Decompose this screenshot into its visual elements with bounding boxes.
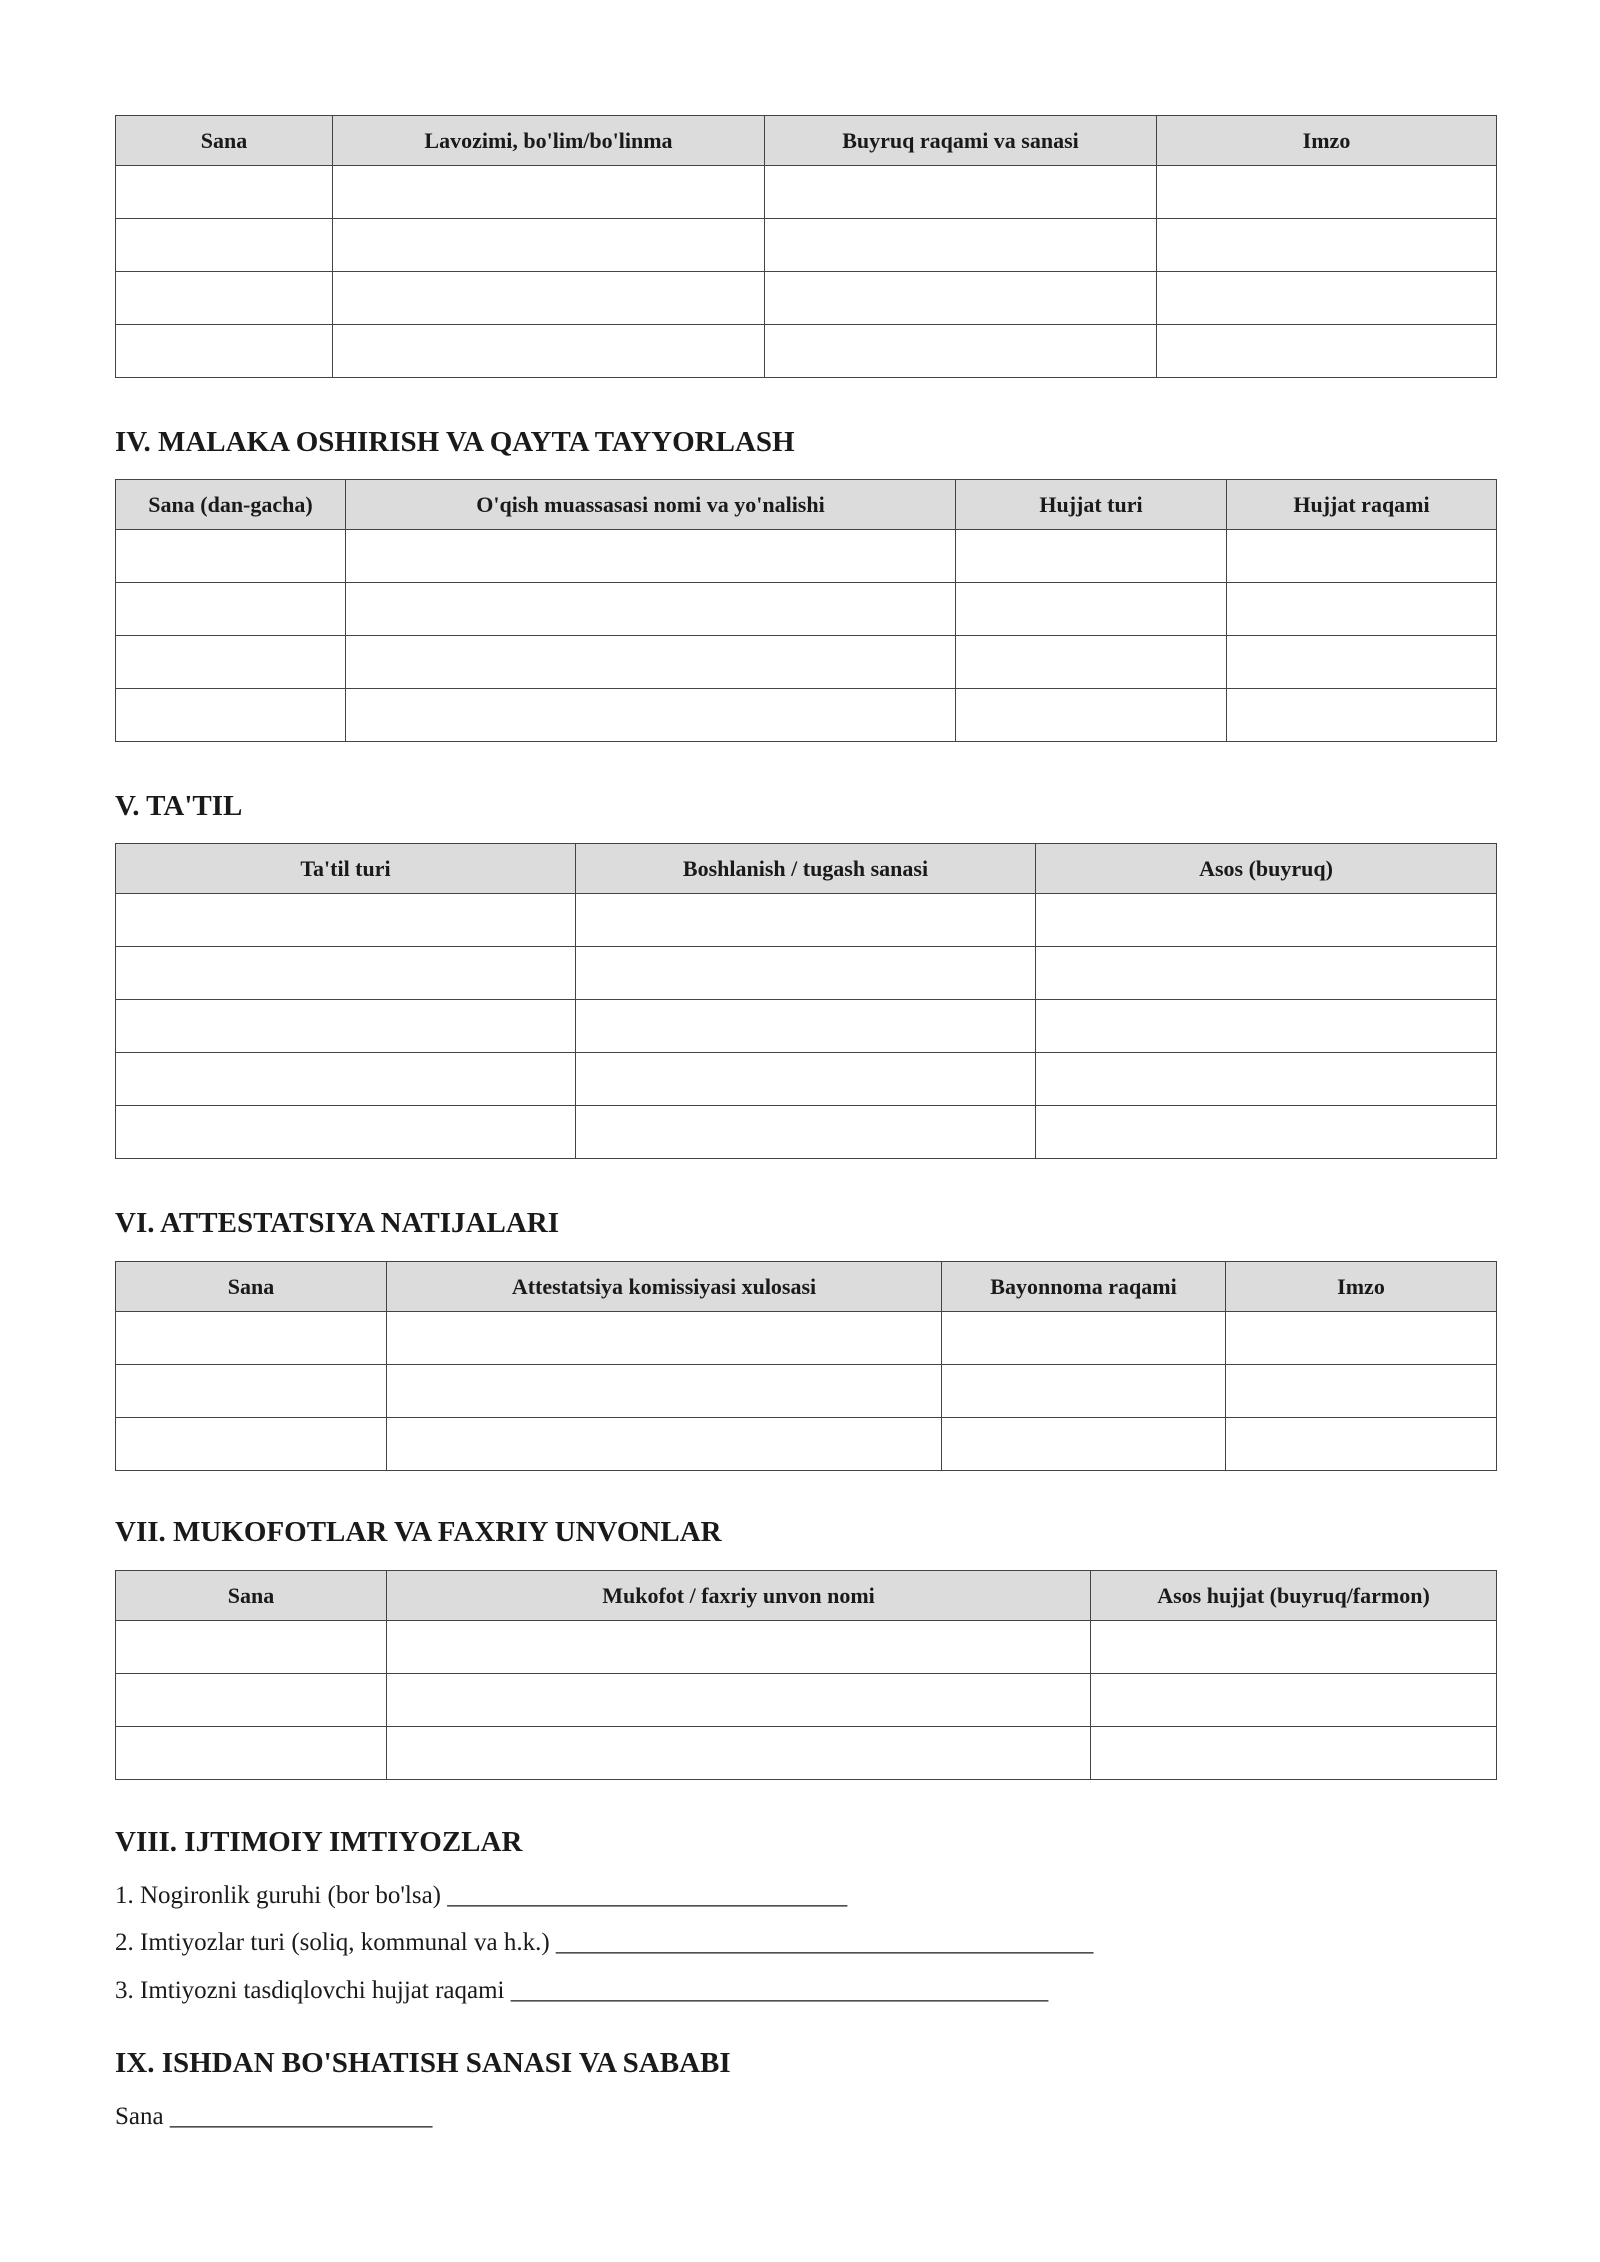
- table-row: [116, 530, 1497, 583]
- column-header-bayonnoma: Bayonnoma raqami: [942, 1262, 1226, 1312]
- table-row: [116, 1365, 1497, 1418]
- column-header-boshlanish-tugash: Boshlanish / tugash sanasi: [576, 844, 1036, 894]
- table-cell[interactable]: [333, 272, 765, 325]
- table-row: [116, 1727, 1497, 1780]
- table-cell[interactable]: [116, 219, 333, 272]
- table-cell[interactable]: [116, 583, 346, 636]
- table-row: [116, 636, 1497, 689]
- table-row: [116, 1000, 1497, 1053]
- table-cell[interactable]: [1036, 1106, 1497, 1159]
- qualification-table: [115, 479, 1497, 742]
- table-cell[interactable]: [576, 1053, 1036, 1106]
- column-header-imzo: Imzo: [1226, 1262, 1497, 1312]
- table-header-row: [116, 1262, 1497, 1312]
- table-row: [116, 166, 1497, 219]
- position-history-table: [115, 115, 1497, 378]
- column-header-tatil-turi: Ta'til turi: [116, 844, 576, 894]
- table-cell[interactable]: [1227, 689, 1497, 742]
- attestation-table: [115, 1261, 1497, 1471]
- table-cell[interactable]: [765, 219, 1157, 272]
- table-cell[interactable]: [116, 1312, 387, 1365]
- table-cell[interactable]: [1157, 272, 1497, 325]
- vacation-table: [115, 843, 1497, 1159]
- table-cell[interactable]: [1227, 530, 1497, 583]
- table-cell[interactable]: [116, 1674, 387, 1727]
- table-cell[interactable]: [116, 1621, 387, 1674]
- table-cell[interactable]: [333, 325, 765, 378]
- section-title-viii: VIII. IJTIMOIY IMTIYOZLAR: [115, 1826, 523, 1858]
- table-cell[interactable]: [942, 1418, 1226, 1471]
- table-header-row: [116, 480, 1497, 530]
- table-cell[interactable]: [1226, 1365, 1497, 1418]
- column-header-hujjat-raqami: Hujjat raqami: [1227, 480, 1497, 530]
- column-header-lavozim: Lavozimi, bo'lim/bo'linma: [333, 116, 765, 166]
- table-cell[interactable]: [1227, 636, 1497, 689]
- table-cell[interactable]: [576, 1106, 1036, 1159]
- table-cell[interactable]: [956, 636, 1227, 689]
- table-row: [116, 947, 1497, 1000]
- table-cell[interactable]: [116, 1000, 576, 1053]
- table-cell[interactable]: [116, 636, 346, 689]
- table-cell[interactable]: [387, 1621, 1091, 1674]
- awards-table: [115, 1570, 1497, 1780]
- column-header-imzo: Imzo: [1157, 116, 1497, 166]
- section-title-ix: IX. ISHDAN BO'SHATISH SANASI VA SABABI: [115, 2047, 731, 2079]
- section-title-vi: VI. ATTESTATSIYA NATIJALARI: [115, 1207, 560, 1239]
- table-cell[interactable]: [116, 1365, 387, 1418]
- table-cell[interactable]: [576, 1000, 1036, 1053]
- table-cell[interactable]: [1036, 894, 1497, 947]
- table-cell[interactable]: [387, 1674, 1091, 1727]
- table-cell[interactable]: [116, 947, 576, 1000]
- section-title-vii: VII. MUKOFOTLAR VA FAXRIY UNVONLAR: [115, 1516, 722, 1548]
- table-cell[interactable]: [1036, 1000, 1497, 1053]
- table-cell[interactable]: [116, 325, 333, 378]
- table-row: [116, 583, 1497, 636]
- table-row: [116, 1312, 1497, 1365]
- table-cell[interactable]: [942, 1365, 1226, 1418]
- section-title-v: V. TA'TIL: [115, 790, 243, 822]
- table-cell[interactable]: [333, 166, 765, 219]
- table-cell[interactable]: [1157, 325, 1497, 378]
- table-cell[interactable]: [1036, 947, 1497, 1000]
- column-header-sana-dan-gacha: Sana (dan-gacha): [116, 480, 346, 530]
- table-header-row: [116, 1571, 1497, 1621]
- disability-group-field[interactable]: 1. Nogironlik guruhi (bor bo'lsa) ________________________________: [115, 1882, 848, 1909]
- table-cell[interactable]: [116, 1418, 387, 1471]
- table-row: [116, 1674, 1497, 1727]
- table-row: [116, 1418, 1497, 1471]
- table-cell[interactable]: [116, 1053, 576, 1106]
- column-header-sana: Sana: [116, 116, 333, 166]
- table-cell[interactable]: [116, 894, 576, 947]
- table-cell[interactable]: [346, 583, 956, 636]
- table-cell[interactable]: [116, 689, 346, 742]
- column-header-asos: Asos (buyruq): [1036, 844, 1497, 894]
- table-cell[interactable]: [956, 583, 1227, 636]
- table-cell[interactable]: [1227, 583, 1497, 636]
- table-cell[interactable]: [1157, 166, 1497, 219]
- table-cell[interactable]: [346, 689, 956, 742]
- table-cell[interactable]: [765, 325, 1157, 378]
- table-row: [116, 325, 1497, 378]
- benefit-type-field[interactable]: 2. Imtiyozlar turi (soliq, kommunal va h.k.) ___________________________________________: [115, 1929, 1094, 1956]
- table-row: [116, 1053, 1497, 1106]
- column-header-buyruq: Buyruq raqami va sanasi: [765, 116, 1157, 166]
- table-cell[interactable]: [116, 166, 333, 219]
- column-header-mukofot: Mukofot / faxriy unvon nomi: [387, 1571, 1091, 1621]
- table-cell[interactable]: [576, 894, 1036, 947]
- table-cell[interactable]: [116, 272, 333, 325]
- table-header-row: [116, 844, 1497, 894]
- table-cell[interactable]: [116, 1106, 576, 1159]
- table-row: [116, 219, 1497, 272]
- table-cell[interactable]: [333, 219, 765, 272]
- table-cell[interactable]: [1157, 219, 1497, 272]
- column-header-hujjat-turi: Hujjat turi: [956, 480, 1227, 530]
- dismissal-date-field[interactable]: Sana _____________________: [115, 2103, 433, 2130]
- table-row: [116, 1621, 1497, 1674]
- benefit-document-field[interactable]: 3. Imtiyozni tasdiqlovchi hujjat raqami ___________________________________________: [115, 1977, 1049, 2004]
- table-cell[interactable]: [116, 530, 346, 583]
- table-cell[interactable]: [116, 1727, 387, 1780]
- table-cell[interactable]: [942, 1312, 1226, 1365]
- column-header-asos-hujjat: Asos hujjat (buyruq/farmon): [1091, 1571, 1497, 1621]
- table-cell[interactable]: [956, 530, 1227, 583]
- table-cell[interactable]: [387, 1312, 942, 1365]
- table-cell[interactable]: [1226, 1418, 1497, 1471]
- table-cell[interactable]: [387, 1365, 942, 1418]
- table-cell[interactable]: [387, 1727, 1091, 1780]
- table-cell[interactable]: [1226, 1312, 1497, 1365]
- table-cell[interactable]: [576, 947, 1036, 1000]
- table-cell[interactable]: [346, 530, 956, 583]
- table-cell[interactable]: [765, 166, 1157, 219]
- column-header-sana: Sana: [116, 1262, 387, 1312]
- table-row: [116, 689, 1497, 742]
- table-cell[interactable]: [1091, 1727, 1497, 1780]
- table-cell[interactable]: [387, 1418, 942, 1471]
- table-cell[interactable]: [346, 636, 956, 689]
- table-row: [116, 894, 1497, 947]
- table-row: [116, 1106, 1497, 1159]
- table-row: [116, 272, 1497, 325]
- table-cell[interactable]: [1091, 1674, 1497, 1727]
- column-header-sana: Sana: [116, 1571, 387, 1621]
- table-cell[interactable]: [1091, 1621, 1497, 1674]
- table-cell[interactable]: [1036, 1053, 1497, 1106]
- column-header-muassasa: O'qish muassasasi nomi va yo'nalishi: [346, 480, 956, 530]
- table-header-row: [116, 116, 1497, 166]
- column-header-xulosa: Attestatsiya komissiyasi xulosasi: [387, 1262, 942, 1312]
- table-cell[interactable]: [956, 689, 1227, 742]
- table-cell[interactable]: [765, 272, 1157, 325]
- section-title-iv: IV. MALAKA OSHIRISH VA QAYTA TAYYORLASH: [115, 426, 795, 458]
